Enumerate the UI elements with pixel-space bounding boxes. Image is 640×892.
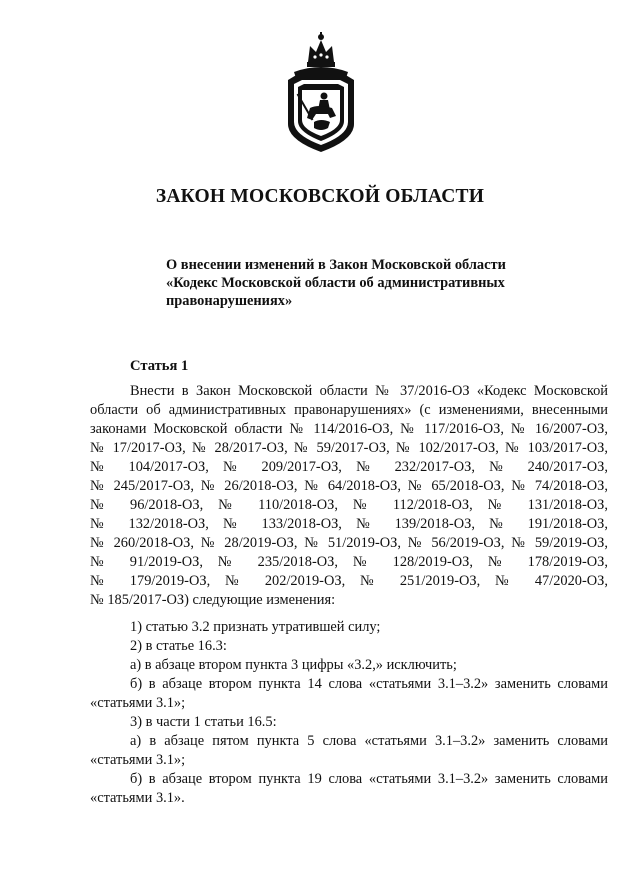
text-line: № 132/2018-ОЗ, № 133/2018-ОЗ, № 139/2018-ОЗ, № 191/2018-ОЗ, bbox=[90, 516, 608, 532]
text-line: № 91/2019-ОЗ, № 235/2018-ОЗ, № 128/2019-ОЗ, № 178/2019-ОЗ, bbox=[90, 554, 608, 570]
list-item: «статьями 3.1»; bbox=[90, 752, 186, 768]
text-line: № 245/2017-ОЗ, № 26/2018-ОЗ, № 64/2018-ОЗ, № 65/2018-ОЗ, № 74/2018-ОЗ, bbox=[90, 478, 608, 494]
text-line: № 179/2019-ОЗ, № 202/2019-ОЗ, № 251/2019-ОЗ, № 47/2020-ОЗ, bbox=[90, 573, 608, 589]
page-title: ЗАКОН МОСКОВСКОЙ ОБЛАСТИ bbox=[155, 186, 485, 207]
subtitle-line: «Кодекс Московской области об административных bbox=[166, 275, 505, 291]
list-item: а) в абзаце пятом пункта 5 слова «статьями 3.1–3.2» заменить словами bbox=[130, 733, 608, 749]
subtitle-line: правонарушениях» bbox=[166, 293, 293, 309]
list-item: «статьями 3.1». bbox=[90, 790, 185, 806]
article-heading: Статья 1 bbox=[130, 358, 189, 374]
text-line: области об административных правонарушениях» (с изменениями, внесенными bbox=[90, 402, 608, 418]
text-line: № 17/2017-ОЗ, № 28/2017-ОЗ, № 59/2017-ОЗ, № 102/2017-ОЗ, № 103/2017-ОЗ, bbox=[90, 440, 608, 456]
text-line: № 96/2018-ОЗ, № 110/2018-ОЗ, № 112/2018-ОЗ, № 131/2018-ОЗ, bbox=[90, 497, 608, 513]
list-item: б) в абзаце втором пункта 14 слова «статьями 3.1–3.2» заменить словами bbox=[130, 676, 608, 692]
text-line: № 104/2017-ОЗ, № 209/2017-ОЗ, № 232/2017-ОЗ, № 240/2017-ОЗ, bbox=[90, 459, 608, 475]
subtitle-line: О внесении изменений в Закон Московской области bbox=[166, 257, 506, 273]
article-changes-list bbox=[90, 618, 608, 808]
list-item: 3) в части 1 статьи 16.5: bbox=[130, 714, 277, 730]
list-item: 1) статью 3.2 признать утратившей силу; bbox=[130, 619, 381, 635]
text-line: № 260/2018-ОЗ, № 28/2019-ОЗ, № 51/2019-ОЗ, № 56/2019-ОЗ, № 59/2019-ОЗ, bbox=[90, 535, 608, 551]
text-line: Внести в Закон Московской области № 37/2016-ОЗ «Кодекс Московской bbox=[130, 383, 608, 399]
moscow-oblast-coat-of-arms-icon bbox=[280, 32, 362, 154]
text-line: законами Московской области № 114/2016-ОЗ, № 117/2016-ОЗ, № 16/2007-ОЗ, bbox=[90, 421, 608, 437]
text-line: № 185/2017-ОЗ) следующие изменения: bbox=[90, 592, 336, 608]
article-intro-paragraph bbox=[90, 382, 608, 610]
list-item: «статьями 3.1»; bbox=[90, 695, 186, 711]
list-item: б) в абзаце втором пункта 19 слова «статьями 3.1–3.2» заменить словами bbox=[130, 771, 608, 787]
list-item: 2) в статье 16.3: bbox=[130, 638, 227, 654]
list-item: а) в абзаце втором пункта 3 цифры «3.2,» исключить; bbox=[130, 657, 457, 673]
document-subtitle bbox=[166, 256, 586, 310]
